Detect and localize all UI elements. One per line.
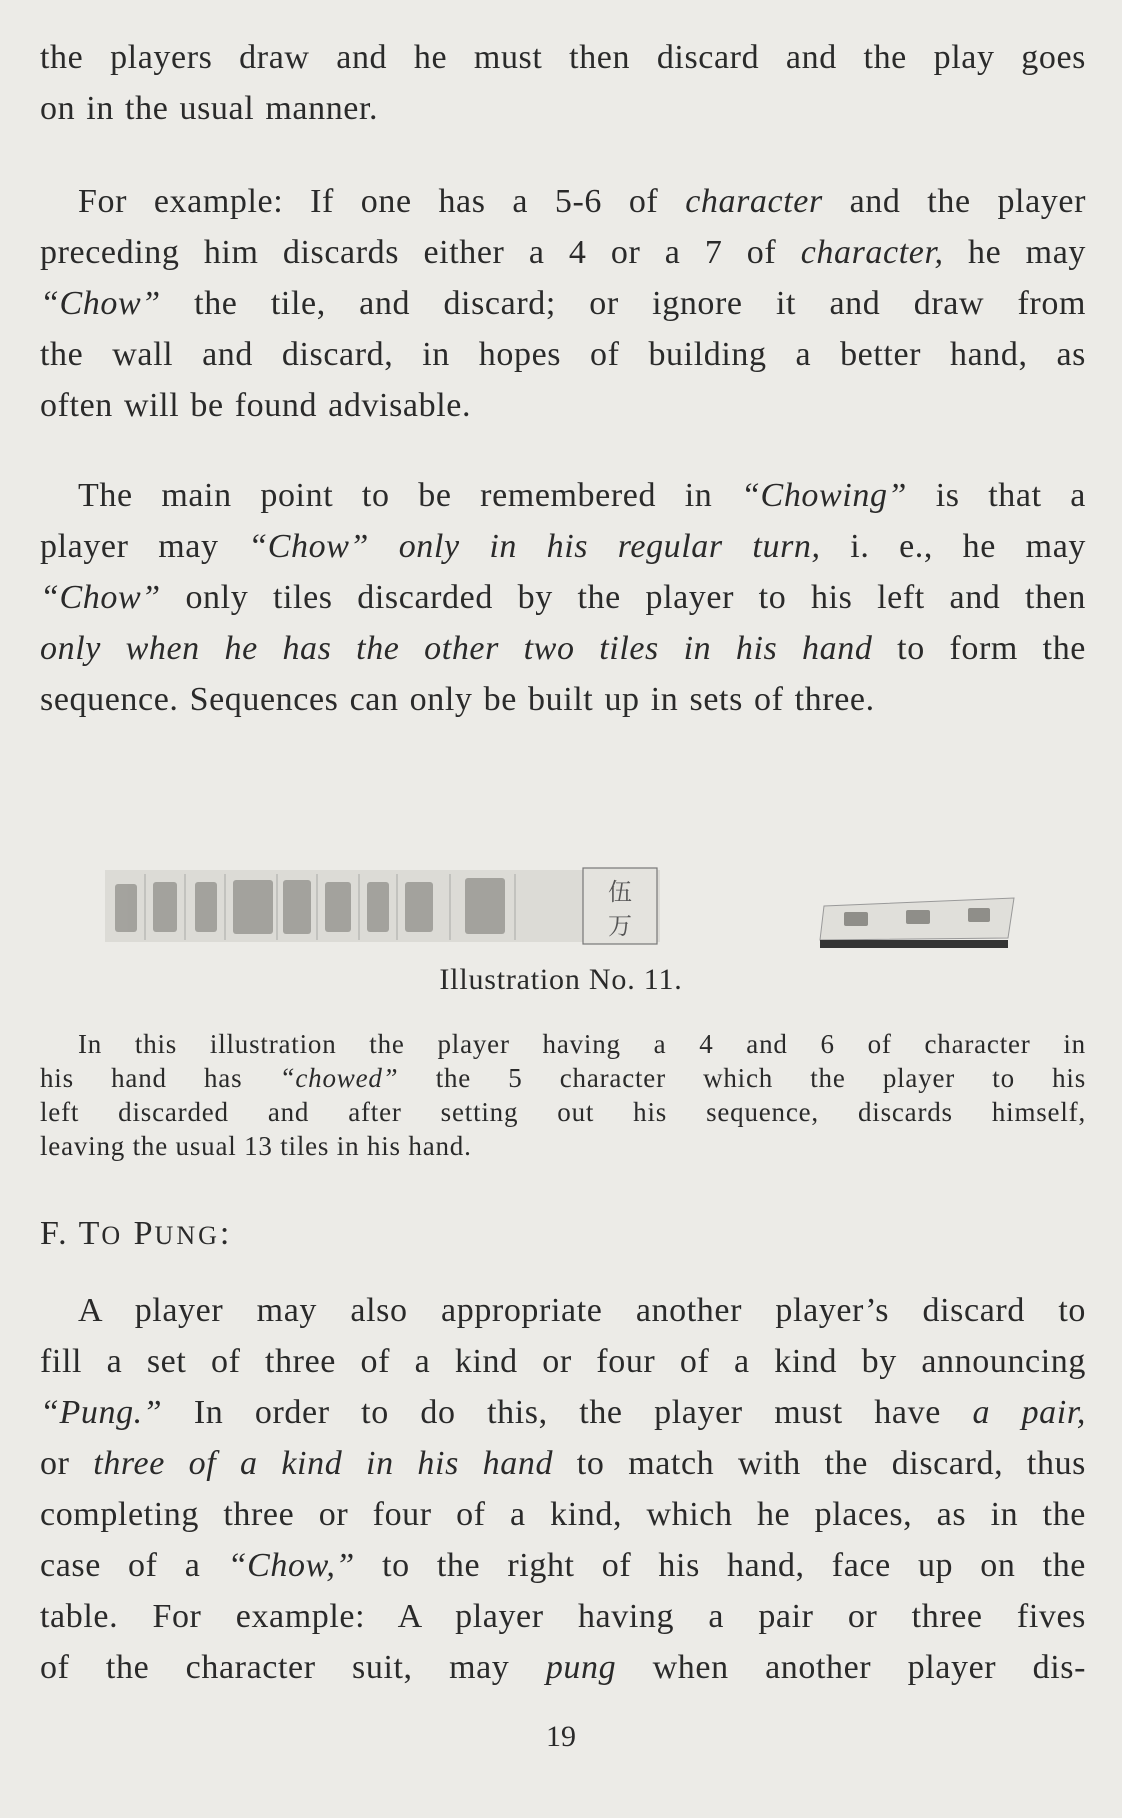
tile-row-illustration (105, 866, 660, 946)
text-line: “Chow” the tile, and discard; or ignore it and draw from (40, 285, 1086, 322)
text-line: table. For example: A player having a pair or three fives (40, 1598, 1086, 1635)
text-line: fill a set of three of a kind or four of a kind by announcing (40, 1343, 1086, 1380)
discarded-tiles-illustration (818, 896, 1018, 952)
caption-line: left discarded and after setting out his sequence, discards himself, (40, 1097, 1086, 1127)
section-heading: F. TO PUNG: (40, 1215, 232, 1252)
text-line: the wall and discard, in hopes of building a better hand, as (40, 336, 1086, 373)
text-line: of the character suit, may pung when another player dis- (40, 1649, 1086, 1686)
text-line: sequence. Sequences can only be built up in sets of three. (40, 681, 875, 718)
paragraph-3 (40, 470, 1086, 725)
text-line: The main point to be remembered in “Chowing” is that a (78, 477, 1086, 514)
caption-line: his hand has “chowed” the 5 character which the player to his (40, 1063, 1086, 1093)
text-line: preceding him discards either a 4 or a 7 of character, he may (40, 234, 1086, 271)
text-line: “Pung.” In order to do this, the player must have a pair, (40, 1394, 1086, 1431)
text-line: only when he has the other two tiles in his hand to form the (40, 630, 1086, 667)
text-line: or three of a kind in his hand to match with the discard, thus (40, 1445, 1086, 1482)
illustration-caption (40, 1027, 1086, 1163)
text-line: A player may also appropriate another player’s discard to (78, 1292, 1086, 1329)
text-line: case of a “Chow,” to the right of his hand, face up on the (40, 1547, 1086, 1584)
text-line: completing three or four of a kind, which he places, as in the (40, 1496, 1086, 1533)
paragraph-1 (40, 32, 1086, 134)
text-line: player may “Chow” only in his regular turn, i. e., he may (40, 528, 1086, 565)
text-line: “Chow” only tiles discarded by the player to his left and then (40, 579, 1086, 616)
paragraph-2 (40, 176, 1086, 431)
page-number: 19 (546, 1720, 576, 1753)
text-line: often will be found advisable. (40, 387, 472, 424)
text-line: on in the usual manner. (40, 90, 379, 127)
tile-character-bottom: 万 (608, 912, 632, 940)
paragraph-4 (40, 1285, 1086, 1693)
text-line: For example: If one has a 5-6 of character and the player (78, 183, 1087, 220)
text-line: the players draw and he must then discard and the play goes (40, 39, 1086, 76)
tile-character-top: 伍 (608, 878, 632, 906)
caption-line: leaving the usual 13 tiles in his hand. (40, 1131, 472, 1161)
illustration-title: Illustration No. 11. (439, 963, 683, 996)
caption-line: In this illustration the player having a 4 and 6 of character in (78, 1029, 1086, 1059)
